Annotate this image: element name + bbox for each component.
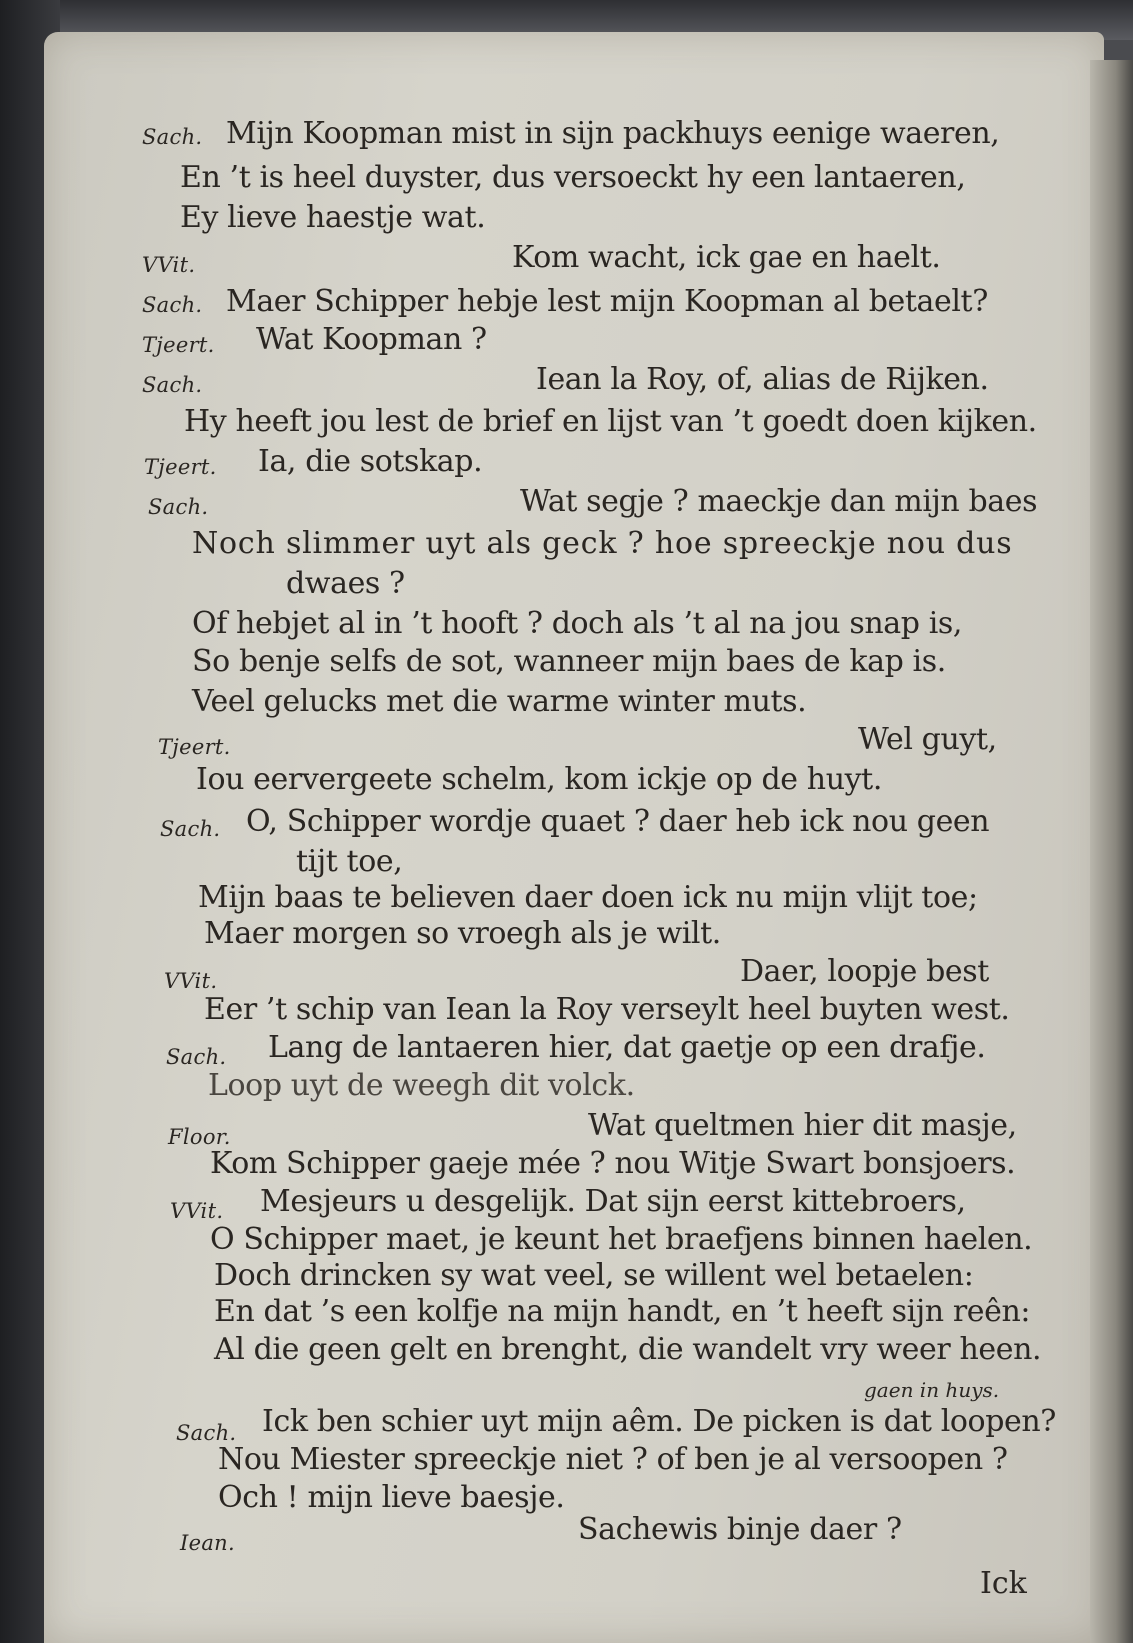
verse-line: Wel guyt, — [858, 722, 997, 757]
verse-line: Ia, die sotskap. — [258, 444, 483, 479]
speaker-label: Tjeert. — [158, 735, 231, 759]
speaker-label: VVit. — [170, 1199, 224, 1223]
speaker-label: Sach. — [176, 1421, 237, 1445]
verse-line: O, Schipper wordje quaet ? daer heb ick nou geen — [246, 804, 990, 839]
verse-line: Ick ben schier uyt mijn aêm. De picken is dat loopen? — [262, 1404, 1056, 1439]
verse-line: Iou eervergeete schelm, kom ickje op de huyt. — [196, 762, 882, 797]
speaker-label: Sach. — [142, 293, 203, 317]
verse-line: Ey lieve haestje wat. — [180, 200, 486, 235]
speaker-label: VVit. — [142, 253, 196, 277]
verse-line: So benje selfs de sot, wanneer mijn baes de kap is. — [192, 644, 946, 679]
speaker-label: Sach. — [148, 495, 209, 519]
speaker-label: Iean. — [180, 1531, 235, 1555]
verse-line: Kom wacht, ick gae en haelt. — [512, 240, 941, 275]
catchword: Ick — [980, 1566, 1027, 1601]
verse-line: Noch slimmer uyt als geck ? hoe spreeckje nou dus — [192, 526, 1013, 561]
verse-line: O Schipper maet, je keunt het braefjens binnen haelen. — [210, 1222, 1033, 1257]
verse-line: Eer ’t schip van Iean la Roy verseylt heel buyten west. — [204, 992, 1010, 1027]
verse-line: Daer, loopje best — [740, 954, 989, 989]
verse-line: Sachewis binje daer ? — [578, 1512, 902, 1547]
verse-line: Lang de lantaeren hier, dat gaetje op een drafje. — [268, 1030, 986, 1065]
stage-direction: gaen in huys. — [864, 1378, 1000, 1402]
verse-line: Mijn baas te believen daer doen ick nu mijn vlijt toe; — [198, 880, 978, 915]
speaker-label: Sach. — [160, 817, 221, 841]
verse-line: Kom Schipper gaeje mée ? nou Witje Swart bonsjoers. — [210, 1146, 1016, 1181]
verse-line: En ’t is heel duyster, dus versoeckt hy een lantaeren, — [180, 160, 966, 195]
verse-line: Iean la Roy, of, alias de Rijken. — [536, 362, 989, 397]
speaker-label: Tjeert. — [142, 333, 215, 357]
verse-line: Maer Schipper hebje lest mijn Koopman al betaelt? — [226, 284, 988, 319]
speaker-label: Sach. — [166, 1045, 227, 1069]
verse-line: Hy heeft jou lest de brief en lijst van ’t goedt doen kijken. — [184, 404, 1037, 439]
speaker-label: Sach. — [142, 373, 203, 397]
speaker-label: Floor. — [168, 1125, 231, 1149]
verse-line: tijt toe, — [296, 844, 403, 879]
verse-line: Wat segje ? maeckje dan mijn baes — [520, 484, 1038, 519]
speaker-label: VVit. — [164, 969, 218, 993]
verse-line: Al die geen gelt en brenght, die wandelt vry weer heen. — [214, 1332, 1042, 1367]
verse-line: Wat queltmen hier dit masje, — [588, 1108, 1017, 1143]
speaker-label: Tjeert. — [144, 455, 217, 479]
verse-line: Wat Koopman ? — [256, 322, 487, 357]
verse-line: Veel gelucks met die warme winter muts. — [192, 684, 807, 719]
verse-line: Loop uyt de weegh dit volck. — [208, 1068, 635, 1103]
verse-line: Och ! mijn lieve baesje. — [218, 1480, 565, 1515]
verse-line: En dat ’s een kolfje na mijn handt, en ’t heeft sijn reên: — [214, 1294, 1031, 1329]
verse-line: Mesjeurs u desgelijk. Dat sijn eerst kittebroers, — [260, 1184, 966, 1219]
verse-line: dwaes ? — [286, 566, 405, 601]
verse-line: Maer morgen so vroegh als je wilt. — [204, 916, 721, 951]
verse-line: Of hebjet al in ’t hooft ? doch als ’t al na jou snap is, — [192, 606, 963, 641]
speaker-label: Sach. — [142, 125, 203, 149]
verse-line: Mijn Koopman mist in sijn packhuys eenige waeren, — [226, 116, 1000, 151]
verse-line: Doch drincken sy wat veel, se willent wel betaelen: — [214, 1258, 974, 1293]
verse-line: Nou Miester spreeckje niet ? of ben je al versoopen ? — [218, 1442, 1008, 1477]
